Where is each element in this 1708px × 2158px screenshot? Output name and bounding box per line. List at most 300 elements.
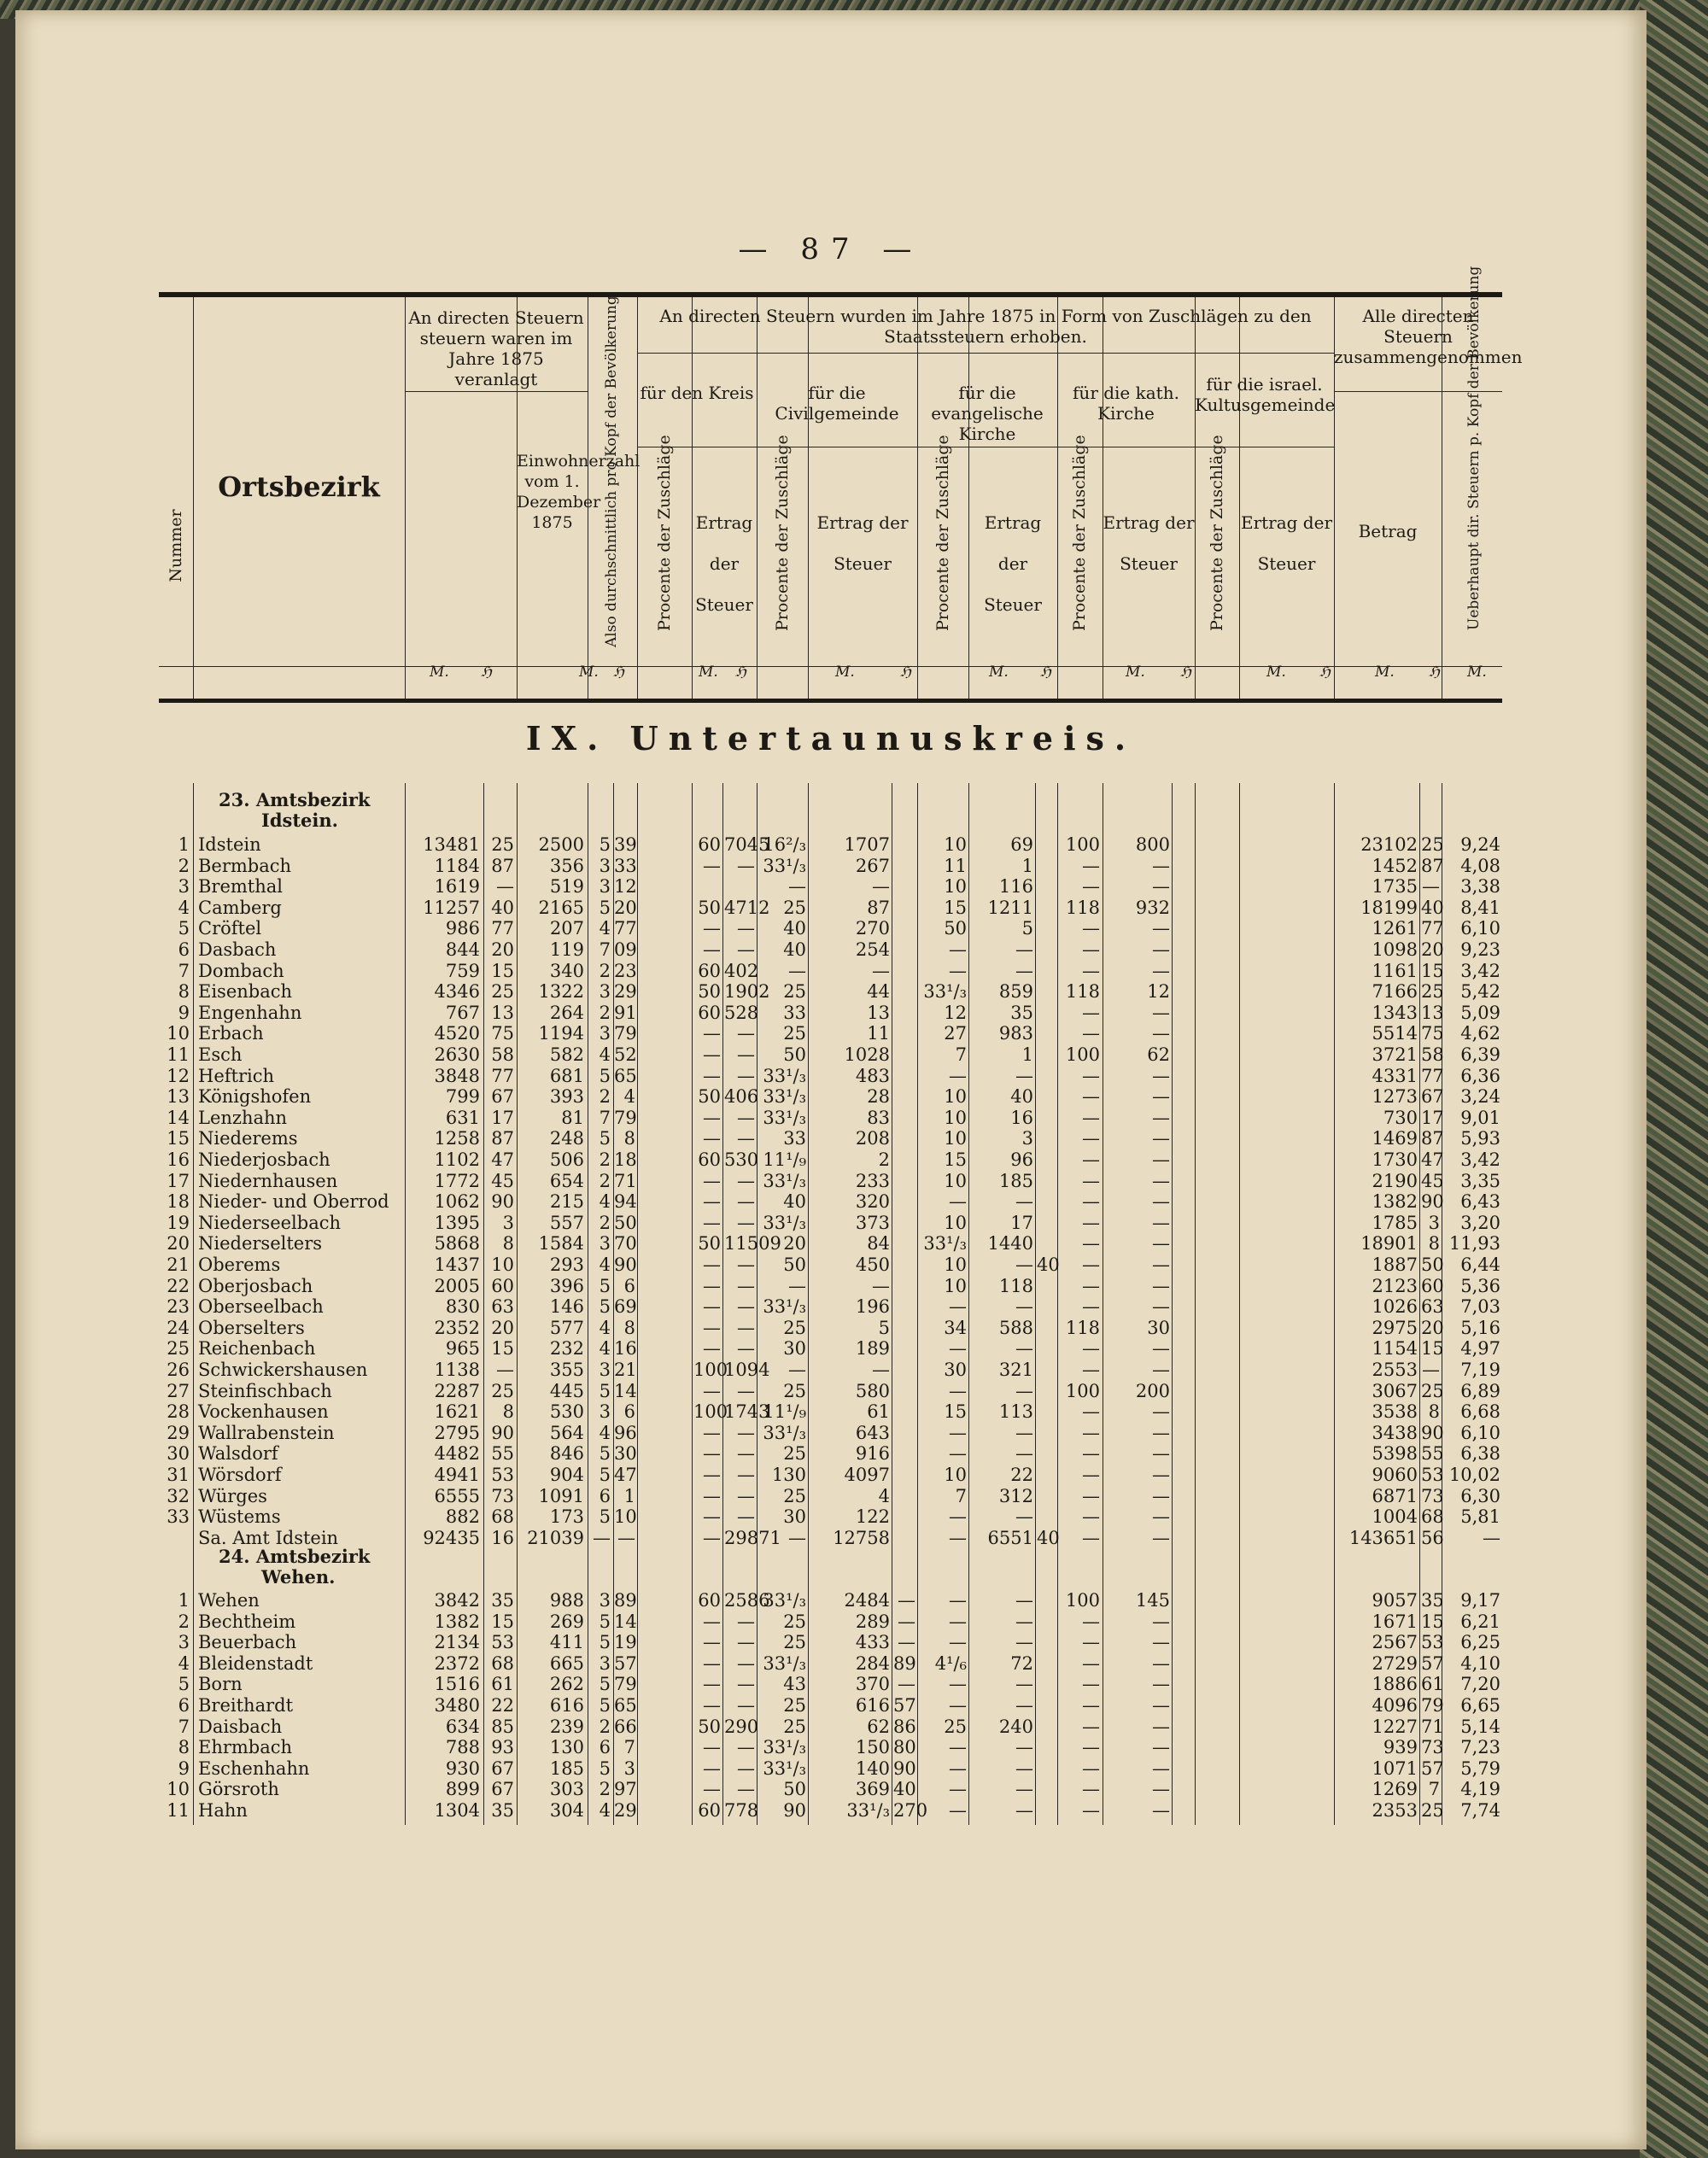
table-cell: —: [1015, 1065, 1033, 1086]
table-cell: 55: [491, 1443, 514, 1465]
table-row: [159, 1506, 1502, 1527]
table-cell: 2: [178, 855, 190, 876]
table-cell: 65: [614, 1695, 637, 1716]
table-cell: 1322: [538, 981, 584, 1003]
table-cell: 340: [549, 960, 584, 981]
table-cell: —: [703, 939, 721, 960]
table-cell: —: [949, 1674, 967, 1695]
table-cell: 87: [491, 1128, 514, 1149]
table-cell: 100: [693, 1401, 728, 1423]
table-cell: 50: [944, 918, 967, 939]
table-cell: 5: [178, 918, 190, 939]
unit-m-kopf-total: M.: [1467, 664, 1487, 681]
ortsbezirk-name: Beuerbach: [198, 1632, 297, 1653]
ortsbezirk-name: Oberems: [198, 1254, 281, 1275]
table-cell: 33¹/₃: [923, 981, 967, 1003]
table-cell: 97: [614, 1779, 637, 1800]
table-cell: 5: [599, 834, 611, 855]
table-cell: 2: [599, 1170, 611, 1191]
ortsbezirk-name: Schwickershausen: [198, 1360, 368, 1380]
table-cell: 113: [998, 1401, 1033, 1423]
table-cell: 1735: [1372, 876, 1418, 898]
table-cell: 6,43: [1460, 1191, 1500, 1213]
table-cell: 304: [549, 1800, 584, 1821]
table-cell: 11: [167, 1800, 190, 1821]
table-cell: 196: [855, 1296, 890, 1318]
ortsbezirk-name: Wallrabenstein: [198, 1422, 335, 1443]
table-cell: 77: [491, 918, 514, 939]
table-cell: —: [1082, 1737, 1100, 1758]
table-cell: 77: [614, 918, 637, 939]
table-cell: 2: [599, 1086, 611, 1108]
table-cell: 5,14: [1460, 1716, 1500, 1737]
table-cell: 50: [698, 897, 721, 918]
table-cell: 69: [1010, 834, 1033, 855]
table-cell: 2: [599, 1212, 611, 1233]
table-cell: 9,17: [1460, 1590, 1500, 1611]
table-cell: 9,23: [1460, 939, 1500, 960]
table-cell: 45: [1421, 1170, 1444, 1191]
table-cell: —: [737, 918, 755, 939]
table-cell: 6,10: [1460, 1422, 1500, 1443]
table-cell: 43: [783, 1674, 806, 1695]
table-cell: 116: [998, 876, 1033, 898]
table-cell: 406: [724, 1086, 759, 1108]
table-cell: 50: [783, 1044, 806, 1065]
table-cell: 96: [614, 1422, 637, 1443]
table-cell: —: [1082, 960, 1100, 981]
table-cell: —: [788, 960, 806, 981]
table-row: [159, 1149, 1502, 1170]
table-cell: 20: [491, 1317, 514, 1338]
table-cell: 4: [599, 1338, 611, 1360]
table-cell: 57: [614, 1652, 637, 1674]
table-cell: 393: [549, 1086, 584, 1108]
ortsbezirk-name: Bremthal: [198, 876, 284, 898]
table-cell: —: [1152, 1611, 1170, 1632]
table-cell: 86: [893, 1716, 916, 1737]
table-cell: 3: [599, 1360, 611, 1380]
table-cell: 3: [502, 1212, 514, 1233]
table-cell: —: [949, 1611, 967, 1632]
table-cell: —: [703, 1632, 721, 1653]
table-cell: 11¹/₉: [763, 1149, 806, 1170]
table-cell: —: [1015, 1296, 1033, 1318]
table-row: [159, 1003, 1502, 1023]
table-cell: 11509: [724, 1233, 781, 1254]
table-cell: 1772: [434, 1170, 480, 1191]
table-cell: 8: [623, 1317, 635, 1338]
table-cell: —: [1082, 1002, 1100, 1023]
table-cell: 73: [1421, 1485, 1444, 1506]
table-cell: 1452: [1372, 855, 1418, 876]
table-cell: —: [1082, 1800, 1100, 1821]
table-cell: 100: [1065, 1590, 1100, 1611]
table-cell: —: [949, 1506, 967, 1528]
table-cell: 10: [944, 876, 967, 898]
table-cell: 53: [491, 1632, 514, 1653]
table-cell: 68: [491, 1652, 514, 1674]
table-cell: —: [898, 1632, 915, 1653]
header-ueberhaupt: Ueberhaupt dir. Steuern p. Kopf der Bevölkerung: [1465, 266, 1483, 630]
table-cell: 8: [1428, 1401, 1440, 1423]
table-cell: —: [703, 1065, 721, 1086]
ortsbezirk-name: Breithardt: [198, 1695, 294, 1716]
table-cell: 5: [599, 1632, 611, 1653]
table-cell: 63: [1421, 1296, 1444, 1318]
table-cell: —: [737, 1023, 755, 1044]
table-cell: 30: [783, 1338, 806, 1360]
table-cell: 2134: [434, 1632, 480, 1653]
table-cell: 4: [623, 1086, 635, 1108]
ortsbezirk-name: Bechtheim: [198, 1611, 296, 1632]
table-cell: —: [737, 1128, 755, 1149]
table-cell: 15: [944, 897, 967, 918]
table-row: [159, 1737, 1502, 1757]
table-cell: —: [703, 1443, 721, 1465]
table-cell: 12: [944, 1002, 967, 1023]
table-cell: 4,19: [1460, 1779, 1500, 1800]
table-cell: 150: [855, 1737, 890, 1758]
table-cell: 270: [893, 1800, 928, 1821]
table-cell: —: [703, 1380, 721, 1401]
table-cell: 30: [167, 1443, 190, 1465]
table-cell: 1261: [1372, 918, 1418, 939]
table-cell: 7: [178, 1716, 190, 1737]
table-cell: 557: [549, 1212, 584, 1233]
table-cell: 50: [698, 1086, 721, 1108]
table-cell: 77: [1421, 918, 1444, 939]
table-cell: —: [703, 1296, 721, 1318]
table-cell: —: [788, 1360, 806, 1380]
table-cell: 15: [1421, 960, 1444, 981]
table-cell: 70: [614, 1233, 637, 1254]
ortsbezirk-name: Bermbach: [198, 855, 292, 876]
table-cell: 68: [1421, 1506, 1444, 1528]
table-cell: 1469: [1372, 1128, 1418, 1149]
table-cell: 100: [693, 1360, 728, 1380]
table-cell: 14: [167, 1107, 190, 1128]
table-cell: 369: [855, 1779, 890, 1800]
table-cell: —: [1082, 1611, 1100, 1632]
table-cell: —: [1082, 1296, 1100, 1318]
table-cell: —: [1082, 1757, 1100, 1779]
table-cell: 145: [1135, 1590, 1170, 1611]
table-cell: 239: [549, 1716, 584, 1737]
table-cell: —: [1082, 1170, 1100, 1191]
table-cell: 118: [1065, 897, 1100, 918]
table-cell: —: [1152, 1275, 1170, 1296]
header-procente-civil: Procente der Zuschläge: [773, 435, 792, 631]
table-cell: —: [1152, 1149, 1170, 1170]
table-cell: 35: [491, 1590, 514, 1611]
table-cell: 69: [614, 1296, 637, 1318]
table-cell: —: [703, 1527, 721, 1548]
table-cell: —: [737, 1317, 755, 1338]
table-cell: —: [949, 939, 967, 960]
table-cell: 63: [491, 1296, 514, 1318]
header-ortsbezirk: Ortsbezirk: [218, 471, 380, 503]
table-cell: 2287: [434, 1380, 480, 1401]
table-cell: 12758: [833, 1527, 890, 1548]
document-page: [15, 10, 1647, 2149]
header-sub-kath: für die kath. Kirche: [1073, 383, 1179, 424]
table-cell: 67: [491, 1757, 514, 1779]
table-cell: 8,41: [1460, 897, 1500, 918]
table-cell: 40: [783, 1191, 806, 1213]
table-cell: 483: [855, 1065, 890, 1086]
header-kopf: Also durchschnittlich pro Kopf der Bevölkerung: [603, 295, 620, 647]
table-cell: —: [1152, 1128, 1170, 1149]
table-cell: —: [703, 1674, 721, 1695]
table-cell: —: [1152, 1065, 1170, 1086]
table-cell: —: [703, 1757, 721, 1779]
table-cell: 8: [178, 981, 190, 1003]
ortsbezirk-name: Nieder- und Oberrod: [198, 1191, 389, 1213]
table-row: [159, 1465, 1502, 1485]
table-cell: 4712: [724, 897, 770, 918]
table-cell: —: [703, 1652, 721, 1674]
table-cell: 5,16: [1460, 1317, 1500, 1338]
table-cell: 5514: [1372, 1023, 1418, 1044]
table-cell: —: [1152, 1737, 1170, 1758]
table-cell: 5: [599, 1757, 611, 1779]
table-cell: 580: [855, 1380, 890, 1401]
table-cell: 15: [167, 1128, 190, 1149]
table-cell: 30: [783, 1506, 806, 1528]
table-cell: 4: [878, 1485, 890, 1506]
page-number: — 87 —: [738, 232, 924, 266]
table-cell: 4,08: [1460, 855, 1500, 876]
table-cell: 402: [724, 960, 759, 981]
table-cell: 5: [599, 897, 611, 918]
table-cell: 25: [167, 1338, 190, 1360]
table-cell: —: [1082, 1338, 1100, 1360]
table-cell: 4: [599, 1044, 611, 1065]
table-cell: 312: [998, 1485, 1033, 1506]
table-row: [159, 1066, 1502, 1086]
unit-pf-civil: ℌ: [900, 664, 911, 681]
table-cell: 6555: [434, 1485, 480, 1506]
table-cell: —: [1082, 1360, 1100, 1380]
table-row: [159, 961, 1502, 981]
table-cell: —: [593, 1527, 611, 1548]
table-cell: 25: [783, 897, 806, 918]
table-cell: 29: [614, 981, 637, 1003]
table-cell: 519: [549, 876, 584, 898]
table-cell: —: [1152, 1757, 1170, 1779]
table-cell: —: [1082, 1065, 1100, 1086]
table-cell: —: [1082, 1191, 1100, 1213]
table-cell: 1437: [434, 1254, 480, 1275]
table-cell: 24: [167, 1317, 190, 1338]
table-cell: —: [1152, 1170, 1170, 1191]
table-cell: 4,10: [1460, 1652, 1500, 1674]
table-cell: —: [1152, 1695, 1170, 1716]
table-cell: 11,93: [1448, 1233, 1500, 1254]
table-cell: —: [1152, 1023, 1170, 1044]
table-cell: 71: [1421, 1716, 1444, 1737]
table-cell: 33¹/₃: [846, 1800, 890, 1821]
table-cell: 10,02: [1448, 1465, 1500, 1485]
table-cell: —: [703, 1695, 721, 1716]
table-cell: 3480: [434, 1695, 480, 1716]
table-cell: 130: [771, 1465, 806, 1485]
table-cell: —: [949, 1737, 967, 1758]
table-cell: 5: [1021, 918, 1033, 939]
table-cell: 66: [614, 1716, 637, 1737]
table-cell: 57: [1421, 1652, 1444, 1674]
table-cell: 939: [1383, 1737, 1418, 1758]
table-cell: 932: [1135, 897, 1170, 918]
table-cell: 73: [491, 1485, 514, 1506]
table-row: [159, 876, 1502, 897]
ortsbezirk-name: Reichenbach: [198, 1338, 316, 1360]
table-cell: 23: [614, 960, 637, 981]
table-cell: 61: [1421, 1674, 1444, 1695]
table-cell: 90: [614, 1254, 637, 1275]
table-cell: —: [1015, 1380, 1033, 1401]
table-cell: 3,24: [1460, 1086, 1500, 1108]
table-cell: 254: [855, 939, 890, 960]
table-cell: 355: [549, 1360, 584, 1380]
table-cell: 33: [167, 1506, 190, 1528]
table-cell: —: [737, 1695, 755, 1716]
table-cell: 303: [549, 1779, 584, 1800]
table-cell: 1: [178, 1590, 190, 1611]
table-cell: 35: [491, 1800, 514, 1821]
table-cell: —: [1152, 1254, 1170, 1275]
table-row: [159, 1716, 1502, 1737]
table-row: [159, 1423, 1502, 1443]
table-cell: 7: [599, 1107, 611, 1128]
table-cell: 9057: [1372, 1590, 1418, 1611]
table-row: [159, 939, 1502, 960]
table-cell: —: [703, 1422, 721, 1443]
table-cell: —: [1015, 1254, 1033, 1275]
table-cell: 1743: [724, 1401, 770, 1423]
table-cell: 7: [955, 1485, 967, 1506]
table-cell: —: [1082, 1233, 1100, 1254]
table-cell: —: [1152, 876, 1170, 898]
table-cell: 6,89: [1460, 1380, 1500, 1401]
header-ertrag-israel: Ertrag der Steuer: [1240, 512, 1333, 574]
table-cell: —: [898, 1590, 915, 1611]
table-cell: 3,20: [1460, 1212, 1500, 1233]
table-cell: 577: [549, 1317, 584, 1338]
table-cell: 4096: [1372, 1695, 1418, 1716]
table-cell: —: [737, 855, 755, 876]
table-cell: 25: [1421, 1380, 1444, 1401]
table-cell: —: [898, 1611, 915, 1632]
table-cell: 79: [1421, 1695, 1444, 1716]
table-cell: 4: [599, 1800, 611, 1821]
table-cell: 25: [783, 981, 806, 1003]
table-cell: 1138: [434, 1360, 480, 1380]
table-cell: 2553: [1372, 1360, 1418, 1380]
table-cell: 118: [1065, 1317, 1100, 1338]
table-cell: 4: [599, 918, 611, 939]
table-row: [159, 1632, 1502, 1652]
table-cell: 3,35: [1460, 1170, 1500, 1191]
table-cell: 25: [944, 1716, 967, 1737]
table-cell: 778: [724, 1800, 759, 1821]
ortsbezirk-name: Eschenhahn: [198, 1757, 310, 1779]
table-cell: 262: [549, 1674, 584, 1695]
table-cell: 1161: [1372, 960, 1418, 981]
ortsbezirk-name: Niederjosbach: [198, 1149, 330, 1170]
table-cell: —: [703, 1465, 721, 1485]
table-cell: —: [1152, 1002, 1170, 1023]
table-cell: 2: [599, 1779, 611, 1800]
table-cell: 28: [167, 1401, 190, 1423]
table-cell: —: [737, 1107, 755, 1128]
ortsbezirk-name: Eisenbach: [198, 981, 293, 1003]
table-cell: 1382: [1372, 1191, 1418, 1213]
table-cell: 143651: [1348, 1527, 1418, 1548]
table-cell: 33¹/₃: [763, 1086, 806, 1108]
table-cell: 65: [614, 1065, 637, 1086]
table-cell: 11: [944, 855, 967, 876]
table-cell: 22: [167, 1275, 190, 1296]
table-cell: 185: [998, 1170, 1033, 1191]
table-cell: 79: [614, 1674, 637, 1695]
table-cell: —: [737, 1212, 755, 1233]
table-cell: 61: [491, 1674, 514, 1695]
table-cell: 20: [614, 897, 637, 918]
table-cell: —: [1152, 1632, 1170, 1653]
table-cell: 13: [491, 1002, 514, 1023]
table-cell: —: [1082, 1128, 1100, 1149]
table-row: [159, 1758, 1502, 1779]
table-cell: 33¹/₃: [763, 855, 806, 876]
table-cell: 67: [491, 1086, 514, 1108]
table-cell: 29871: [724, 1527, 781, 1548]
table-cell: 67: [491, 1779, 514, 1800]
ortsbezirk-name: Görsroth: [198, 1779, 279, 1800]
table-cell: 370: [855, 1674, 890, 1695]
table-cell: 58: [1421, 1044, 1444, 1065]
table-cell: —: [788, 876, 806, 898]
table-cell: 90: [783, 1800, 806, 1821]
table-cell: 17: [491, 1107, 514, 1128]
table-cell: —: [788, 1527, 806, 1548]
table-cell: 2586: [724, 1590, 770, 1611]
table-cell: 1902: [724, 981, 770, 1003]
header-ertrag-evang: Ertrag der Steuer: [984, 512, 1042, 615]
table-cell: 1: [178, 834, 190, 855]
table-row: [159, 981, 1502, 1002]
unit-m-veranlagt: M.: [430, 664, 449, 681]
amt-idstein-name: Idstein.: [261, 810, 338, 831]
table-cell: 1273: [1372, 1086, 1418, 1108]
table-cell: 3,42: [1460, 960, 1500, 981]
table-cell: 3848: [434, 1065, 480, 1086]
table-cell: 7,20: [1460, 1674, 1500, 1695]
table-cell: 60: [491, 1275, 514, 1296]
table-cell: 34: [944, 1317, 967, 1338]
table-cell: 6,44: [1460, 1254, 1500, 1275]
table-cell: —: [1152, 1674, 1170, 1695]
table-cell: —: [1082, 1149, 1100, 1170]
table-cell: —: [737, 1779, 755, 1800]
table-cell: 6,68: [1460, 1401, 1500, 1423]
table-row: [159, 1779, 1502, 1799]
header-sub-israel: für die israel. Kultusgemeinde: [1195, 374, 1336, 415]
table-cell: 15: [944, 1401, 967, 1423]
table-cell: 118: [1065, 981, 1100, 1003]
table-cell: 5,79: [1460, 1757, 1500, 1779]
